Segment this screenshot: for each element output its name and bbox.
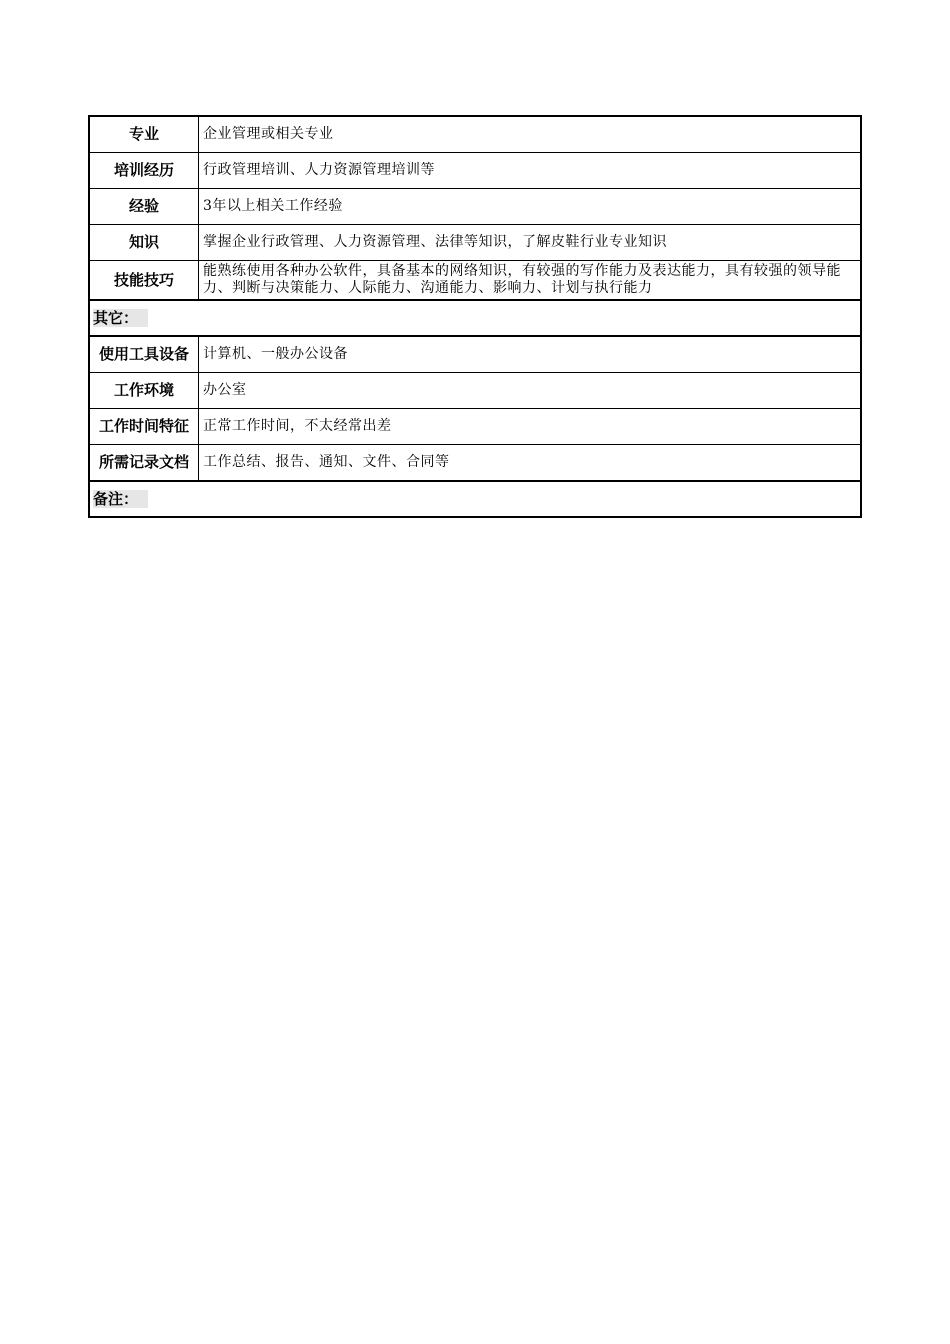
row-value-training: 行政管理培训、人力资源管理培训等 — [199, 153, 862, 189]
row-label-work-time: 工作时间特征 — [89, 409, 199, 445]
notes-section-cell — [89, 481, 861, 517]
row-label-tools: 使用工具设备 — [89, 336, 199, 373]
other-section-label: 其它： — [93, 309, 148, 327]
row-value-skills: 能熟练使用各种办公软件，具备基本的网络知识，有较强的写作能力及表达能力，具有较强的领导能力、判断与决策能力、人际能力、沟通能力、影响力、计划与执行能力 — [199, 261, 862, 301]
row-label-major: 专业 — [89, 116, 199, 153]
row-label-environment: 工作环境 — [89, 373, 199, 409]
table-row — [89, 116, 861, 153]
other-section-cell — [89, 300, 861, 336]
row-label-experience: 经验 — [89, 189, 199, 225]
table-row — [89, 189, 861, 225]
table-row — [89, 153, 861, 189]
table-row — [89, 225, 861, 261]
notes-section-row — [89, 481, 861, 517]
table-row — [89, 261, 861, 301]
row-label-documents: 所需记录文档 — [89, 445, 199, 482]
other-section-row — [89, 300, 861, 336]
row-label-knowledge: 知识 — [89, 225, 199, 261]
table-row — [89, 409, 861, 445]
row-value-work-time: 正常工作时间，不太经常出差 — [199, 409, 862, 445]
row-value-knowledge: 掌握企业行政管理、人力资源管理、法律等知识，了解皮鞋行业专业知识 — [199, 225, 862, 261]
row-value-major: 企业管理或相关专业 — [199, 116, 862, 153]
row-label-training: 培训经历 — [89, 153, 199, 189]
table-row — [89, 373, 861, 409]
row-label-skills: 技能技巧 — [89, 261, 199, 301]
table-row — [89, 445, 861, 482]
row-value-documents: 工作总结、报告、通知、文件、合同等 — [199, 445, 862, 482]
notes-section-label: 备注： — [93, 490, 148, 508]
row-value-tools: 计算机、一般办公设备 — [199, 336, 862, 373]
row-value-environment: 办公室 — [199, 373, 862, 409]
row-value-experience: 3年以上相关工作经验 — [199, 189, 862, 225]
table-row — [89, 336, 861, 373]
job-requirements-table — [88, 115, 862, 518]
